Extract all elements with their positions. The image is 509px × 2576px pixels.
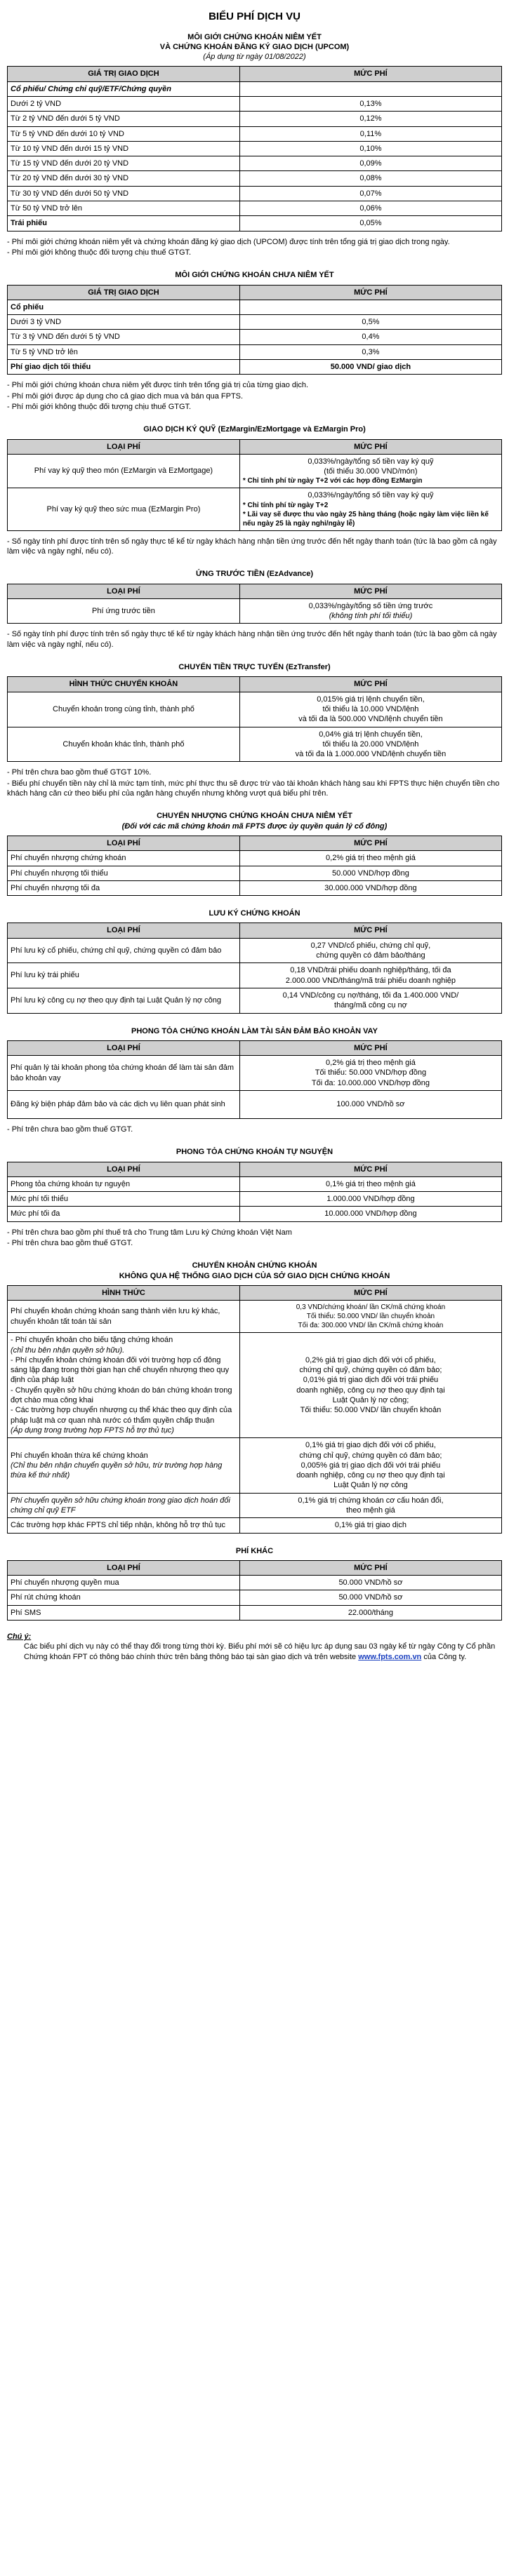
value-line: 0,1% giá trị giao dịch đối với cổ phiếu, [305, 1441, 436, 1450]
cell: Từ 10 tỷ VND đến dưới 15 tỷ VND [8, 141, 240, 156]
cell: Dưới 2 tỷ VND [8, 96, 240, 111]
table-row [8, 598, 502, 624]
row-label: Các trường hợp khác FPTS chỉ tiếp nhận, không hỗ trợ thủ tục [8, 1518, 240, 1533]
voluntary-fee-table [7, 1162, 502, 1222]
unlisted-notes [7, 380, 502, 412]
footer-text [7, 1642, 502, 1662]
table-row [8, 880, 502, 895]
row-label: Chuyển khoản khác tỉnh, thành phố [8, 727, 240, 762]
value-line: 0,04% giá trị lệnh chuyển tiền, [319, 730, 423, 739]
value-line: 0,27 VND/cổ phiếu, chứng chỉ quỹ, [310, 941, 431, 950]
unlisted-transfer-table [7, 836, 502, 896]
col-header: MỨC PHÍ [239, 923, 501, 938]
table-header [8, 677, 502, 692]
row-value [239, 1301, 501, 1333]
value-line: (tối thiểu 30.000 VND/món) [324, 467, 418, 476]
row-value [239, 1056, 501, 1091]
col-header: HÌNH THỨC CHUYỂN KHOẢN [8, 677, 240, 692]
row-label: Phí chuyển quyền sở hữu chứng khoán trong giao dịch hoán đổi chứng chỉ quỹ ETF [8, 1493, 240, 1518]
listed-fee-table [7, 66, 502, 231]
other-section [7, 1546, 502, 1621]
value-line: tháng/mã công cụ nợ [334, 1001, 407, 1010]
col-header: MỨC PHÍ [239, 584, 501, 598]
table-row [8, 866, 502, 880]
value-line: Tối thiểu: 50.000 VND/ lần chuyển khoản [300, 1406, 442, 1415]
value-line: và tối đa là 500.000 VND/lệnh chuyển tiền [298, 715, 443, 724]
cell: 0,11% [239, 126, 501, 141]
table-row [8, 851, 502, 866]
cell: Phí chuyển nhượng tối đa [8, 880, 240, 895]
col-header: MỨC PHÍ [239, 1285, 501, 1300]
table-row [8, 727, 502, 762]
footer-text-2: của Công ty. [421, 1652, 467, 1661]
cell: Từ 5 tỷ VND trở lên [8, 344, 240, 359]
table-row [8, 171, 502, 186]
table-row [8, 1576, 502, 1590]
cell: 50.000 VND/hồ sơ [239, 1590, 501, 1605]
collateral-section [7, 1026, 502, 1135]
table-row [8, 692, 502, 727]
outside-section [7, 1261, 502, 1533]
value-line: tối thiểu là 10.000 VND/lệnh [322, 704, 419, 713]
min-value: 50.000 VND/ giao dịch [239, 360, 501, 375]
note: - Phí trên chưa bao gồm thuế GTGT 10%. [7, 768, 152, 777]
transfer-notes [7, 767, 502, 798]
row-value [239, 454, 501, 488]
table-row [8, 454, 502, 488]
cell: 0,12% [239, 112, 501, 126]
table-header [8, 1285, 502, 1300]
advance-section [7, 569, 502, 650]
table-row [8, 315, 502, 330]
cell: 0,09% [239, 156, 501, 171]
outside-title-2: KHÔNG QUA HỆ THỐNG GIAO DỊCH CỦA SỞ GIAO DỊCH CHỨNG KHOÁN [119, 1271, 390, 1280]
cell: Phong tỏa chứng khoán tự nguyện [8, 1176, 240, 1191]
col-header: MỨC PHÍ [239, 1162, 501, 1176]
value-line: Luật Quản lý nợ công [333, 1481, 408, 1490]
value-line: 0,033%/ngày/tổng số tiền vay ký quỹ [308, 457, 434, 466]
margin-title: GIAO DỊCH KÝ QUỸ (EzMargin/EzMortgage và EzMargin Pro) [143, 425, 366, 434]
value-line: tối thiểu là 20.000 VND/lệnh [322, 739, 419, 749]
label-line: - Phí chuyển khoản chứng khoán đối với trường hợp cổ đông sáng lập đang trong thời gian hạn chế chuyển nhượng theo quy định của pháp luật [11, 1355, 230, 1385]
table-row [8, 81, 502, 96]
value-line: 2.000.000 VND/tháng/mã trái phiếu doanh nghiệp [285, 976, 456, 985]
table-row [8, 344, 502, 359]
note: - Phí môi giới chứng khoán niêm yết và chứng khoán đăng ký giao dịch (UPCOM) được tính trên tổng giá trị giao dịch trong ngày. [7, 237, 450, 246]
col-header: MỨC PHÍ [239, 285, 501, 300]
table-header [8, 1040, 502, 1055]
row-value [239, 1493, 501, 1518]
row-label: Phí chuyển khoản chứng khoán sang thành viên lưu ký khác, chuyển khoản tất toán tài sản [8, 1301, 240, 1333]
cell: Từ 3 tỷ VND đến dưới 5 tỷ VND [8, 330, 240, 344]
transfer-fee-table [7, 676, 502, 762]
unlisted-transfer-title: CHUYỂN NHƯỢNG CHỨNG KHOÁN CHƯA NIÊM YẾT [157, 812, 352, 821]
cell: Từ 15 tỷ VND đến dưới 20 tỷ VND [8, 156, 240, 171]
voluntary-notes [7, 1228, 502, 1249]
row-value [239, 963, 501, 988]
footer-note [7, 1632, 502, 1662]
collateral-fee-table [7, 1040, 502, 1119]
cell: 0,06% [239, 201, 501, 216]
other-title: PHÍ KHÁC [235, 1546, 274, 1555]
cell: Từ 2 tỷ VND đến dưới 5 tỷ VND [8, 112, 240, 126]
label-line: Phí chuyển khoản thừa kế chứng khoán [11, 1451, 148, 1460]
note: - Phí trên chưa bao gồm thuế GTGT. [7, 1239, 133, 1248]
value-line: chứng quyền có đảm bảo/tháng [316, 951, 425, 960]
table-row [8, 126, 502, 141]
row-label: Phí lưu ký cổ phiếu, chứng chỉ quỹ, chứng quyền có đảm bảo [8, 938, 240, 963]
col-header: HÌNH THỨC [8, 1285, 240, 1300]
footer-label: Chú ý: [7, 1632, 32, 1642]
table-header [8, 439, 502, 454]
row-value: 0,1% giá trị giao dịch [239, 1518, 501, 1533]
table-row [8, 1590, 502, 1605]
table-header [8, 1560, 502, 1575]
unlisted-section [7, 270, 502, 412]
cell: 10.000.000 VND/hợp đồng [239, 1207, 501, 1221]
col-header: MỨC PHÍ [239, 1560, 501, 1575]
row-value [239, 488, 501, 530]
row-label: Chuyển khoản trong cùng tỉnh, thành phố [8, 692, 240, 727]
table-row [8, 300, 502, 314]
row-label: Phí ứng trước tiền [8, 598, 240, 624]
value-line: Tối thiểu: 50.000 VND/ lần chuyển khoản [306, 1313, 435, 1321]
col-header: LOẠI PHÍ [8, 584, 240, 598]
note: - Phí môi giới chứng khoán chưa niêm yết được tính trên tổng giá trị của từng giao dịch. [7, 381, 309, 390]
cell: 0,3% [239, 344, 501, 359]
listed-title-1: MÔI GIỚI CHỨNG KHOÁN NIÊM YẾT [187, 32, 322, 41]
cell: Từ 20 tỷ VND đến dưới 30 tỷ VND [8, 171, 240, 186]
table-row [8, 186, 502, 201]
col-header: MỨC PHÍ [239, 439, 501, 454]
bond-value: 0,05% [239, 216, 501, 231]
col-header: LOẠI PHÍ [8, 1162, 240, 1176]
cell: 0,2% giá trị theo mệnh giá [239, 851, 501, 866]
note: - Phí môi giới không thuộc đối tượng chịu thuế GTGT. [7, 248, 192, 257]
row-value [239, 938, 501, 963]
page-title: BIỂU PHÍ DỊCH VỤ [209, 11, 300, 22]
min-label: Phí giao dịch tối thiểu [8, 360, 240, 375]
value-line: 0,033%/ngày/tổng số tiền vay ký quỹ [308, 491, 434, 500]
table-row [8, 1056, 502, 1091]
voluntary-section [7, 1147, 502, 1248]
cell: 0,13% [239, 96, 501, 111]
table-row [8, 1176, 502, 1191]
table-row [8, 330, 502, 344]
row-value [239, 692, 501, 727]
row-label [8, 1438, 240, 1493]
value-line: doanh nghiệp, công cụ nợ theo quy định tại [296, 1471, 445, 1480]
outside-title-1: CHUYỂN KHOẢN CHỨNG KHOÁN [192, 1261, 317, 1270]
table-row [8, 141, 502, 156]
table-header [8, 285, 502, 300]
col-header: LOẠI PHÍ [8, 1560, 240, 1575]
cell: 1.000.000 VND/hợp đồng [239, 1192, 501, 1207]
row-label [8, 1333, 240, 1438]
cell: Phí rút chứng khoán [8, 1590, 240, 1605]
table-row [8, 1301, 502, 1333]
table-row [8, 1438, 502, 1493]
col-header: MỨC PHÍ [239, 677, 501, 692]
table-header [8, 67, 502, 81]
table-row [8, 1192, 502, 1207]
row-label: Đăng ký biện pháp đảm bảo và các dịch vụ liên quan phát sinh [8, 1090, 240, 1118]
table-row [8, 938, 502, 963]
cell: 30.000.000 VND/hợp đồng [239, 880, 501, 895]
row-label: Phí quản lý tài khoản phong tỏa chứng khoán để làm tài sản đảm bảo khoản vay [8, 1056, 240, 1091]
note: - Biểu phí chuyển tiền này chỉ là mức tạm tính, mức phí thực thu sẽ được trừ vào tài khoản khách hàng sau khi FPTS thực hiện chuyển tiền cho khách hàng căn cứ theo biểu phí của ngân hàng chuyển nhưng không vượt quá biểu phí trên. [7, 779, 500, 798]
table-row [8, 488, 502, 530]
col-header: GIÁ TRỊ GIAO DỊCH [8, 285, 240, 300]
cell: 50.000 VND/hồ sơ [239, 1576, 501, 1590]
label-line: - Chuyển quyền sở hữu chứng khoán do bán chứng khoán trong đợt chào mua công khai [11, 1386, 232, 1405]
note: - Số ngày tính phí được tính trên số ngày thực tế kể từ ngày khách hàng nhận tiền ứng trước đến hết ngày thanh toán (tức là bao gồm cả ngày làm việc và ngày nghỉ, nếu có). [7, 537, 497, 556]
label-line: (Chỉ thu bên nhận chuyển quyền sở hữu, trừ trường hợp hàng thừa kế thứ nhất) [11, 1461, 223, 1480]
value-line: 0,1% giá trị chứng khoán cơ cấu hoán đổi, [298, 1496, 444, 1505]
note: - Số ngày tính phí được tính trên số ngày thực tế kể từ ngày khách hàng nhận tiền ứng trước đến hết ngày thanh toán (tức là bao gồm cả ngày làm việc và ngày nghỉ, nếu có). [7, 630, 497, 649]
listed-subtitle: (Áp dụng từ ngày 01/08/2022) [203, 53, 306, 62]
row-value [239, 1333, 501, 1438]
value-line: 0,01% giá trị giao dịch đối với trái phiếu [303, 1376, 439, 1385]
cell: 0,5% [239, 315, 501, 330]
listed-section [7, 32, 502, 258]
listed-title-2: VÀ CHỨNG KHOÁN ĐĂNG KÝ GIAO DỊCH (UPCOM) [159, 42, 350, 51]
voluntary-title: PHONG TỎA CHỨNG KHOÁN TỰ NGUYỆN [176, 1148, 333, 1157]
col-header: LOẠI PHÍ [8, 923, 240, 938]
table-row [8, 1605, 502, 1620]
custody-title: LƯU KÝ CHỨNG KHOÁN [209, 909, 300, 918]
cell: Phí SMS [8, 1605, 240, 1620]
table-row [8, 988, 502, 1013]
label-line: (Áp dụng trong trường hợp FPTS hỗ trợ thủ tục) [11, 1425, 174, 1435]
note: - Phí trên chưa bao gồm thuế GTGT. [7, 1125, 133, 1134]
unlisted-transfer-subtitle: (Đối với các mã chứng khoán mã FPTS được ủy quyền quản lý cổ đông) [121, 821, 388, 831]
empty-cell [239, 81, 501, 96]
value-line: 0,033%/ngày/tổng số tiền ứng trước [308, 601, 433, 610]
table-header [8, 836, 502, 850]
value-line: doanh nghiệp, công cụ nợ theo quy định tại [296, 1386, 445, 1395]
value-line: Tối đa: 10.000.000 VND/hợp đồng [311, 1078, 430, 1087]
table-row [8, 1333, 502, 1438]
unlisted-transfer-section [7, 811, 502, 896]
value-line: 0,18 VND/trái phiếu doanh nghiệp/tháng, tối đa [290, 966, 451, 975]
table-header [8, 584, 502, 598]
row-value [239, 598, 501, 624]
value-line: * Lãi vay sẽ được thu vào ngày 25 hàng tháng (hoặc ngày làm việc liền kế nếu ngày 25 là ngày nghỉ/ngày lễ) [242, 510, 489, 528]
value-line: 0,2% giá trị theo mệnh giá [326, 1059, 416, 1068]
col-header: MỨC PHÍ [239, 1040, 501, 1055]
row-label: Phí vay ký quỹ theo sức mua (EzMargin Pro) [8, 488, 240, 530]
cell: 50.000 VND/hợp đồng [239, 866, 501, 880]
table-row [8, 1090, 502, 1118]
note: - Phí trên chưa bao gồm phí thuế trả cho Trung tâm Lưu ký Chứng khoán Việt Nam [7, 1228, 292, 1237]
table-row [8, 1207, 502, 1221]
value-line: và tối đa là 1.000.000 VND/lệnh chuyển tiền [295, 750, 447, 759]
value-line: 0,015% giá trị lệnh chuyển tiền, [317, 695, 425, 704]
cell: Từ 30 tỷ VND đến dưới 50 tỷ VND [8, 186, 240, 201]
bond-label: Trái phiếu [8, 216, 240, 231]
row-value: 100.000 VND/hồ sơ [239, 1090, 501, 1118]
custody-section [7, 908, 502, 1013]
value-line: theo mệnh giá [346, 1506, 395, 1515]
value-line: 0,3 VND/chứng khoán/ lần CK/mã chứng khoán [296, 1303, 446, 1312]
value-line: chứng chỉ quỹ, chứng quyền có đảm bảo; [299, 1451, 442, 1460]
transfer-section [7, 662, 502, 798]
cell: Phí chuyển nhượng quyền mua [8, 1576, 240, 1590]
row-value [239, 1438, 501, 1493]
value-line: Tối thiểu: 50.000 VND/hợp đồng [315, 1068, 427, 1078]
cell: 0,1% giá trị theo mệnh giá [239, 1176, 501, 1191]
unlisted-title: MÔI GIỚI CHỨNG KHOÁN CHƯA NIÊM YẾT [175, 271, 334, 280]
col-header: LOẠI PHÍ [8, 836, 240, 850]
row-label: Phí lưu ký trái phiếu [8, 963, 240, 988]
col-header: MỨC PHÍ [239, 836, 501, 850]
table-row [8, 360, 502, 375]
table-header [8, 923, 502, 938]
cell: Từ 5 tỷ VND đến dưới 10 tỷ VND [8, 126, 240, 141]
value-line: 0,14 VND/công cụ nợ/tháng, tối đa 1.400.000 VND/ [282, 991, 459, 1000]
outside-fee-table [7, 1285, 502, 1534]
advance-fee-table [7, 584, 502, 624]
collateral-notes [7, 1125, 502, 1134]
group-label: Cổ phiếu/ Chứng chỉ quỹ/ETF/Chứng quyền [8, 81, 240, 96]
advance-notes [7, 629, 502, 650]
unlisted-fee-table [7, 285, 502, 375]
table-row [8, 963, 502, 988]
footer-text-1: Các biểu phí dịch vụ này có thể thay đổi trong từng thời kỳ. Biểu phí mới sẽ có hiệu lực áp dụng sau 03 ngày kể từ ngày Công ty Cổ phần Chứng khoán FPT có thông báo chính thức trên bảng thông báo tại sàn giao dịch và trên website [24, 1642, 496, 1661]
note: - Phí môi giới được áp dụng cho cả giao dịch mua và bán qua FPTS. [7, 391, 244, 401]
value-line: Luật Quản lý nợ công; [332, 1396, 409, 1405]
empty-cell [239, 300, 501, 314]
cell: Phí chuyển nhượng chứng khoán [8, 851, 240, 866]
label-line: (chỉ thu bên nhận quyền sở hữu). [11, 1346, 125, 1355]
margin-fee-table [7, 439, 502, 531]
cell: 22.000/tháng [239, 1605, 501, 1620]
row-value [239, 727, 501, 762]
row-label: Phí vay ký quỹ theo món (EzMargin và EzMortgage) [8, 454, 240, 488]
row-label: Phí lưu ký công cụ nợ theo quy định tại Luật Quản lý nợ công [8, 988, 240, 1013]
col-header: LOẠI PHÍ [8, 1040, 240, 1055]
website-link[interactable]: www.fpts.com.vn [358, 1652, 422, 1661]
margin-section [7, 424, 502, 556]
advance-title: ỨNG TRƯỚC TIỀN (EzAdvance) [196, 570, 313, 579]
note: - Phí môi giới không thuộc đối tượng chịu thuế GTGT. [7, 402, 192, 411]
label-line: - Các trường hợp chuyển nhượng cụ thể khác theo quy định của pháp luật mà cơ quan nhà nước có thẩm quyền chấp thuận [11, 1406, 232, 1425]
cell: 0,10% [239, 141, 501, 156]
table-row [8, 201, 502, 216]
cell: Phí chuyển nhượng tối thiểu [8, 866, 240, 880]
row-value [239, 988, 501, 1013]
transfer-title: CHUYỂN TIỀN TRỰC TUYẾN (EzTransfer) [178, 663, 331, 672]
cell: Từ 50 tỷ VND trở lên [8, 201, 240, 216]
value-line: * Chỉ tính phí từ ngày T+2 [242, 501, 329, 509]
cell: 0,07% [239, 186, 501, 201]
table-header [8, 1162, 502, 1176]
label-line: - Phí chuyển khoản cho biếu tặng chứng khoán [11, 1336, 173, 1345]
value-line: 0,005% giá trị giao dịch đối với trái phiếu [300, 1461, 441, 1470]
margin-notes [7, 537, 502, 557]
table-row [8, 216, 502, 231]
group-label: Cổ phiếu [8, 300, 240, 314]
cell: Mức phí tối thiểu [8, 1192, 240, 1207]
table-row [8, 1493, 502, 1518]
value-line: chứng chỉ quỹ, chứng quyền có đảm bảo; [299, 1366, 442, 1375]
table-row [8, 156, 502, 171]
custody-fee-table [7, 923, 502, 1013]
value-line: Tối đa: 300.000 VND/ lần CK/mã chứng khoán [298, 1322, 444, 1330]
collateral-title: PHONG TỎA CHỨNG KHOÁN LÀM TÀI SẢN ĐẢM BẢO KHOẢN VAY [131, 1026, 378, 1035]
col-header: GIÁ TRỊ GIAO DỊCH [8, 67, 240, 81]
table-row [8, 96, 502, 111]
table-row [8, 112, 502, 126]
value-line: (không tính phí tối thiểu) [329, 612, 413, 621]
cell: Dưới 3 tỷ VND [8, 315, 240, 330]
value-line: 0,2% giá trị giao dịch đối với cổ phiếu, [305, 1355, 436, 1364]
cell: 0,4% [239, 330, 501, 344]
cell: 0,08% [239, 171, 501, 186]
cell: Mức phí tối đa [8, 1207, 240, 1221]
value-line: * Chỉ tính phí từ ngày T+2 với các hợp đồng EzMargin [242, 477, 423, 485]
listed-notes [7, 237, 502, 258]
col-header: LOẠI PHÍ [8, 439, 240, 454]
col-header: MỨC PHÍ [239, 67, 501, 81]
other-fee-table [7, 1560, 502, 1621]
table-row [8, 1518, 502, 1533]
